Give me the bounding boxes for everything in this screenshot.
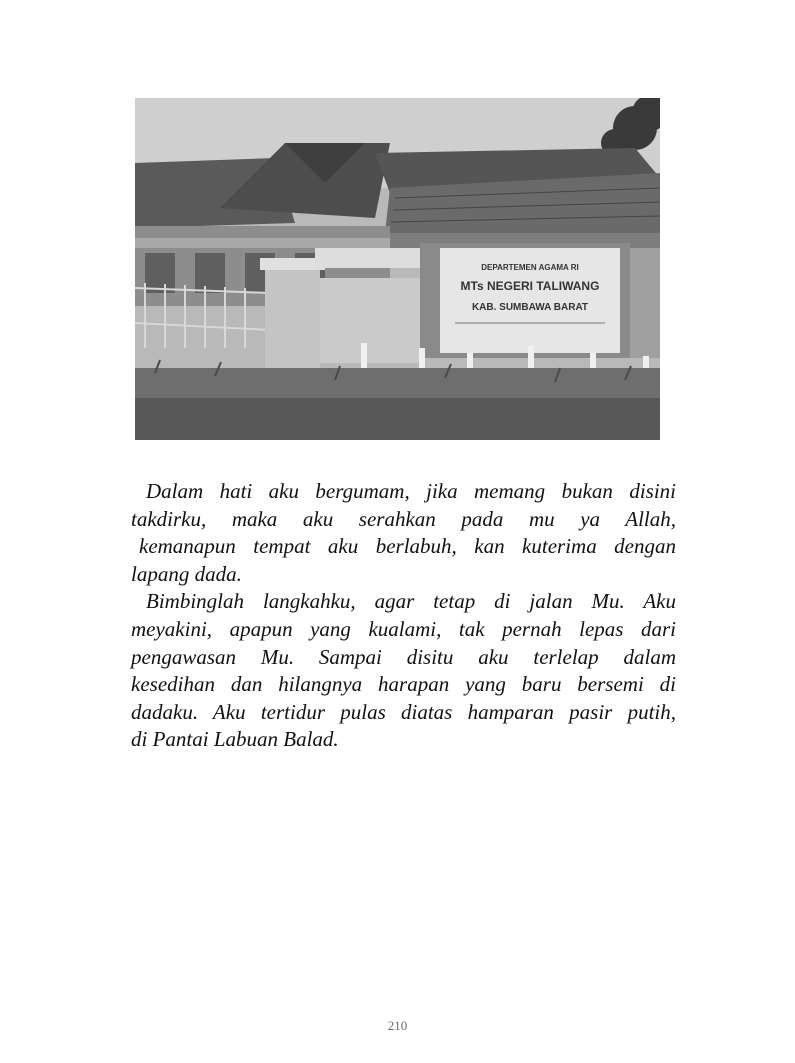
paragraph-1-line-3: kemanapun tempat aku berlabuh, kan kuterima dengan [139,534,676,559]
paragraph-1 [131,478,676,588]
sign-line-2: MTs NEGERI TALIWANG [460,279,600,293]
paragraph-1-line-1: Dalam hati aku bergumam, jika memang bukan disini [146,479,676,503]
sign-line-1: DEPARTEMEN AGAMA RI [481,263,579,272]
paragraph-1-line-4: lapang dada. [131,561,242,586]
sign-line-3: KAB. SUMBAWA BARAT [471,302,589,313]
paragraph-2-line-6: di Pantai Labuan Balad. [131,727,339,752]
paragraph-1-line-2: takdirku, maka aku serahkan pada mu ya Allah, [131,506,676,531]
story-text [131,478,676,754]
paragraph-2-line-4: kesedihan dan hilangnya harapan yang baru bersemi di [131,672,676,697]
school-building-photo [135,98,660,440]
paragraph-2 [131,588,676,754]
paragraph-2-line-5: dadaku. Aku tertidur pulas diatas hamparan pasir putih, [131,699,676,724]
page-number: 210 [387,1018,408,1033]
paragraph-2-line-2: meyakini, apapun yang kualami, tak pernah lepas dari [131,616,676,641]
paragraph-2-line-1: Bimbinglah langkahku, agar tetap di jalan Mu. Aku [146,589,676,614]
paragraph-2-line-3: pengawasan Mu. Sampai disitu aku terlelap dalam [131,644,676,669]
school-photo-illustration [135,98,660,440]
